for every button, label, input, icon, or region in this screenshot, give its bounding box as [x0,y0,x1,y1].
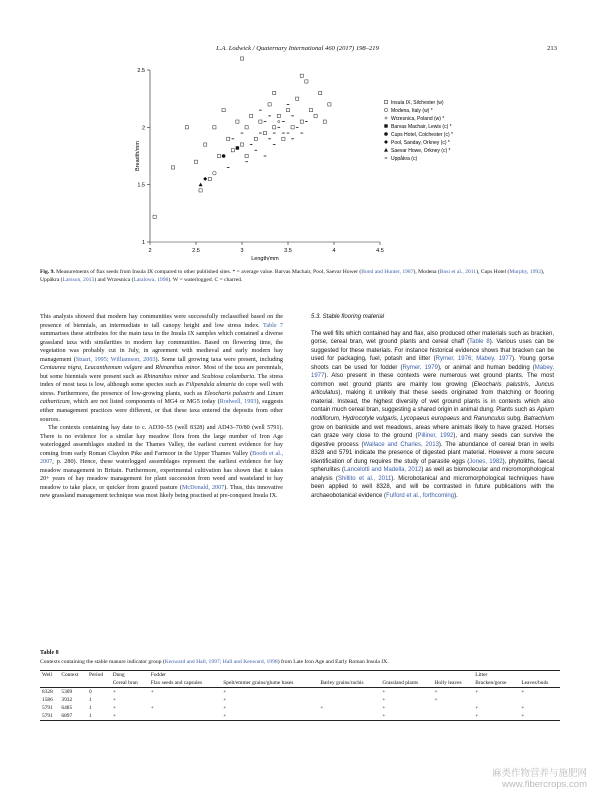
y-axis-label: Breadth/mm [135,141,141,171]
citation-link[interactable]: Fulford et al., forthcoming [386,492,455,499]
data-point [199,189,202,192]
text-run: ). Also present in these contexts were numerous wet ground plants. The most common wet ground plants are mainly low growing ( [311,373,554,388]
figure-caption [40,268,560,284]
column-subheader: Spelt/emmer grains/glume bases [223,680,294,686]
table-cell [473,696,519,704]
table-label: Table 8 [40,650,59,656]
column-header: Litter [475,672,488,678]
table-cell: 1 [89,713,92,719]
table-cell: 5791 [42,713,53,719]
citation-link[interactable]: Jones, 1982 [469,458,503,465]
text-run: grow on bankside and wet meadows, areas where animals likely to have grazed. Horses can graze very close to the ground ( [311,424,554,440]
table-cell: + [223,713,227,719]
data-point [263,131,266,134]
data-point [240,57,243,60]
text-run: ). [454,492,458,499]
data-point [282,137,285,140]
column-subheader: Holly leaves [434,680,462,686]
column-header: Dung [112,672,125,678]
table-cell: + [223,697,227,703]
y-tick-label: 1.5 [137,182,145,189]
table-cell [433,712,474,721]
data-point [204,143,207,146]
watermark [492,768,587,790]
y-tick-label: 2.5 [137,68,145,74]
caption-text: ). W = waterlogged. C = charred. [168,277,243,283]
citation-link[interactable]: Rymer, 1979 [402,364,438,371]
legend-marker [384,148,388,152]
data-point [213,126,216,129]
text-run: do cope well with stress. Furthermore, the presence of low-growing plants, such as [40,382,283,397]
legend-label: Barvas Machair, Lewis (c) * [391,124,452,130]
watermark-line: 麻类作物营养与施肥网 [491,768,587,779]
column-subheader [87,679,111,688]
x-axis-label: Length/mm [251,256,279,262]
column-subheader [59,679,87,688]
citation-link[interactable]: Bosi et al., 2011 [439,269,477,275]
table-cell: + [521,713,525,719]
species-name: Batrachium [523,416,554,423]
right-text-column [311,313,554,500]
data-point [171,166,174,169]
citation-link[interactable]: Murphy, 1992 [509,269,541,275]
text-run: and [459,416,474,423]
table-row [40,704,560,712]
legend-label: Saevar Howe, Orkney (c) * [391,148,451,154]
text-run: ). Various uses can be suggested for these materials. For instance historical evidence shows that bracken can be used for packaging, fuel, potash and litter ( [311,339,554,363]
x-tick-label: 2.5 [192,248,200,254]
column-header: Fodder [150,672,166,678]
table-cell: 0 [89,689,92,695]
data-point [254,137,257,140]
table-cell [433,704,474,712]
text-run: ) as well as biomolecular and micromorphological analysis ( [311,467,554,482]
data-point [277,114,280,117]
text-run: ), and many seeds can survive the digestive process ( [311,433,554,448]
table-caption [40,659,560,665]
table-cell: + [382,705,386,711]
table-cell [318,696,380,704]
table-cell [519,696,560,704]
text-run: , p. 280). Hence, these waterlogged assemblages represent the earliest evidence for hay meadow management in Britain. Furthermore, experimental cultivation has shown that it takes 20+ years of hay meadow management for plant succession from weed and wasteland to hay meadow to take place, or quicker from grazed pasture ( [40,459,283,491]
journal-running-title: L.A. Lodwick / Quaternary International 460 (2017) 198–219 [216,45,379,52]
legend-label: Wrzesnica, Poland (w) * [391,116,445,122]
citation-link[interactable]: Booth et al., 2007 [40,450,283,466]
flax-seed-scatter-chart [135,62,460,262]
data-point [305,80,308,83]
text-run: ), suggests either management practices were different, or that these taxa entered the deposits from other sources. [40,399,283,423]
text-run: This analysis showed that modern hay communities were successfully reclassified based on the presence of biennials, an intermediate to tall canopy height and low stress index. [40,314,283,329]
column-subheader: Flax seeds and capsules [150,680,203,686]
legend-marker [384,108,388,112]
text-run: ). Some tall growing taxa were present, including [155,356,283,363]
column-subheader [40,679,59,688]
table-cell: + [475,705,479,711]
table-cell: + [112,689,116,695]
data-point [259,120,262,123]
table-cell [318,712,380,721]
table-row [40,688,560,697]
stable-manure-table [40,670,560,721]
x-tick-label: 2 [148,248,152,254]
species-name: Ranunculus [473,416,506,423]
text-run: subg. [505,416,524,423]
x-tick-label: 4.5 [376,248,384,254]
table-cell: 5309 [61,689,73,695]
table-cell: 8328 [42,689,53,695]
y-tick-label: 1 [141,240,145,246]
table-cell: + [223,689,227,695]
table-header-row [40,671,560,680]
data-point [296,97,299,100]
citation-link[interactable]: Rodwell, 1993 [219,399,257,406]
data-point [245,154,248,157]
data-point [194,160,197,163]
table-row [40,696,560,704]
data-point [314,114,317,117]
species-name: Centaurea nigra, Leucanthemum vulgare [40,365,143,372]
species-name: Eleocharis palustris [204,390,255,397]
text-run: ). Young gorse shoots can be used for fodder ( [311,356,554,371]
data-point [240,143,243,146]
data-point [273,126,276,129]
text-run: ). Microbotanical and micromorphological techniques have been applied to well 8328, and will be contrasted in future publications with the archaeobotanical evidence ( [311,475,554,499]
citation-link[interactable]: Shillito et al., 2011 [337,475,392,482]
paragraph [40,424,283,501]
species-name: Scabiosa columbaria [201,373,255,380]
data-point [217,154,220,157]
data-point [185,126,188,129]
data-point [319,91,322,94]
legend-label: Insula IX, Silchester (w) [391,100,444,106]
citation-link[interactable]: Wallace and Charles, 2013 [363,441,439,448]
table-row [40,712,560,721]
text-run: ). The abundance of cereal bran in wells 8328 and 5791 indicate the presence of digested plant material. However a more secure identification of dung requires the study of parasite eggs ( [311,441,554,465]
caption-text: ) and Wrzesnica ( [94,277,134,283]
citation-link[interactable]: Mabey, 1977 [311,364,554,380]
citation-link[interactable]: Table 8 [469,339,490,346]
x-tick-label: 3 [240,248,244,254]
paragraph [40,313,283,424]
legend-label: Cups Hotel, Colchester (c) * [391,132,453,138]
table-cell: + [382,713,386,719]
data-point [213,171,217,175]
citation-link[interactable]: McDonald, 2007 [181,484,225,491]
citation-link[interactable]: Rymer, 1976; Mabey, 1977 [435,356,513,363]
legend-label: Uppåkra (c) [391,156,418,162]
data-point [286,109,289,112]
table-caption-text: ) from Late Iron Age and Early Roman Insula IX. [277,659,389,665]
text-run: ), making it unlikely that these seeds originated from thatching or flooring material. Instead, the highest diversity of wet ground plants is in contexts which also contain much cereal bran, suggesting a shared origin in animal dung. Plants such as [311,390,554,414]
data-point [231,149,234,152]
data-point [236,120,239,123]
column-header [433,671,474,680]
legend-marker [384,124,387,127]
data-point [245,126,248,129]
table-cell: + [223,705,227,711]
text-run: and [188,373,202,380]
table-cell: 1586 [42,697,53,703]
column-subheader: Barley grains/rachis [320,680,364,686]
table-caption-text: Contexts containing the stable manure indicator group ( [40,659,165,665]
citation-link[interactable]: Bond and Hunter, 1987 [361,269,414,275]
column-header [519,671,560,680]
data-point [273,91,276,94]
table-cell: 3932 [61,697,73,703]
data-point [236,146,239,149]
text-run: ). Thus, this innovative new grassland management technique was most likely being practised at pre-conquest Insula IX. [40,484,284,500]
species-name: Apium nodiflorum, Hydrocotyle vulgaris, Lycopaeus europaeus [311,407,554,423]
column-subheader: Cereal bran [112,680,138,686]
species-name: Linum catharticum [40,390,284,406]
column-header: Context [61,672,79,678]
data-point [278,121,280,123]
figure-label: Fig. 9. [40,269,55,275]
table-cell: + [150,705,154,711]
table-cell: + [320,705,324,711]
citation-link[interactable]: Lancelotti and Madella, 2012 [343,467,422,474]
legend-marker [384,140,388,144]
table-cell: + [475,713,479,719]
species-name: Eleocharis palustris, Juncus articulatus [311,381,554,397]
table-cell: + [112,697,116,703]
data-point [153,215,156,218]
data-point [323,120,326,123]
table-subheader-row [40,679,560,688]
legend-marker [385,117,387,119]
y-tick-label: 2 [141,125,145,132]
citation-link[interactable]: Table 7 [263,322,283,329]
table-cell: + [150,689,154,695]
data-point [208,177,211,180]
table-cell [149,696,222,704]
data-point [268,103,271,106]
table-cell: 1 [89,705,92,711]
species-name: Rhinanthus minor [143,373,189,380]
column-header [318,671,380,680]
text-run: . Most of the taxa are perennials, but some biennials were present such as [40,365,284,380]
section-heading: 5.3. Stable flooring material [311,314,385,320]
column-subheader: Leaves/buds [521,680,549,686]
table-cell: + [382,697,386,703]
page-number: 213 [547,45,557,52]
watermark-url: www.fibercrops.com [502,779,587,790]
table-cell: 6897 [61,713,73,719]
text-run: and [254,390,268,397]
legend-label: Modena, Italy (w) * [391,108,433,114]
table-cell: + [434,689,438,695]
table-cell: + [475,689,479,695]
legend-label: Pool, Sanday, Orkney (c) * [391,140,450,146]
table-cell: + [382,689,386,695]
table-cell: + [434,697,438,703]
text-run: , which are not listed components of MG4 or MG5 today ( [69,399,220,406]
data-point [300,120,303,123]
column-header [380,671,432,680]
data-point [309,109,312,112]
text-run: . The stress index of most taxa is low, although some species such as [40,373,283,389]
table-cell: 6485 [61,705,73,711]
species-name: Rhinanthus minor [155,365,200,372]
data-point [250,114,253,117]
table-cell: 1 [89,697,92,703]
text-run: The well fills which contained hay and flax, also produced other materials such as bracken, gorse, cereal bran, wet ground plants and cereal chaff ( [311,330,554,346]
citation-link[interactable]: Latalowa, 1998 [133,277,169,283]
paragraph [311,330,554,501]
text-run: ), or animal and human bedding ( [437,364,535,371]
caption-text: Measurements of flax seeds from Insula IX compared to other published sites. * = average value. Barvas Machair, Pool, Saevar Hower ( [54,269,362,275]
caption-text: ), Uppåkra ( [40,269,545,283]
citation-link[interactable]: Stuart, 1995; Williamson, 2003 [75,356,156,363]
x-tick-label: 3.5 [284,248,292,254]
species-name: Filipendula ulmaria [185,382,236,389]
text-run: ), phytoliths, faecal spherulites ( [311,458,554,474]
table-cell: + [521,689,525,695]
citation-link[interactable]: Larsson, 2013 [62,277,95,283]
data-point [199,183,203,187]
column-subheader: Bracken/gorse [475,680,507,686]
table-cell: 5791 [42,705,53,711]
column-subheader: Grassland plants [382,680,419,686]
text-run: The contexts containing hay date to c. AD30–55 (well 8328) and AD43–70/80 (well 5791). There is no evidence for a similar hay meadow flora from the large number of Iron Age waterlogged assemblages studied in the Thames Valley, the earliest current evidence for hay coming from early Roman Claydon Pike and Farmoor in the Upper Thames Valley ( [40,425,283,457]
column-header [221,671,318,680]
column-header: Well [42,672,53,678]
legend-marker [384,132,388,136]
data-point [222,109,225,112]
data-point [291,126,294,129]
data-point [227,137,230,140]
left-text-column [40,313,283,501]
table-cell: + [521,705,525,711]
x-tick-label: 4 [332,248,336,254]
column-header: Period [89,672,104,678]
legend-marker [384,100,387,103]
citation-link[interactable]: Kenward and Hall, 1997; Hall and Kenward, 1998 [164,659,278,665]
text-run: and [142,365,156,372]
table-cell: + [112,713,116,719]
caption-text: ), Cups Hotel ( [476,269,510,275]
data-point [222,154,226,158]
data-point [203,177,207,181]
caption-text: ), Modena ( [413,269,440,275]
citation-link[interactable]: Pilliner, 1992 [417,433,454,440]
table-cell [318,688,380,697]
data-point [328,103,331,106]
table-cell [149,712,222,721]
table-cell: + [112,705,116,711]
text-run: summarises these attributes for the main taxa in the Insula IX samples which contained a diverse grassland taxa with similarities to modern hay communities. Based on flowering time, the vegetation was probably cut in July, in agreement with medieval and early modern hay management ( [40,331,283,363]
data-point [300,74,303,77]
